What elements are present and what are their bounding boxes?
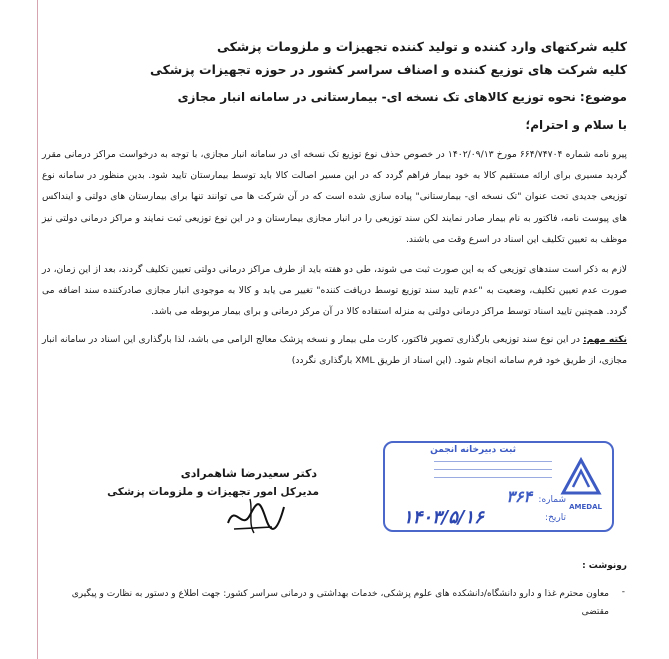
- stamp-title: ثبت دبیرخانه انجمن: [430, 445, 516, 455]
- stamp-brand: AMEDAL: [569, 503, 602, 511]
- note-label: نکته مهم:: [582, 334, 627, 345]
- signer-name: دکتر سعیدرضا شاهمرادی: [180, 467, 317, 480]
- recipient-line-1: کلیه شرکتهای وارد کننده و تولید کننده تجهیزات و ملزومات پزشکی: [216, 39, 627, 54]
- stamp-rule: [434, 477, 552, 478]
- stamp-number-label: شماره:: [538, 495, 566, 505]
- cc-label: رونوشت :: [582, 561, 627, 571]
- amedal-logo-icon: [560, 457, 602, 501]
- recipient-line-2: کلیه شرکت های توزیع کننده و اصناف سراسر کشور در حوزه تجهیزات پزشکی: [150, 62, 627, 77]
- stamp-date: ۱۴۰۳/۵/۱۶: [403, 507, 484, 528]
- greeting: با سلام و احترام؛: [525, 118, 627, 132]
- note-text: در این نوع سند توزیعی بارگذاری تصویر فاکتور، کارت ملی بیمار و نسخه پزشک معالج الزامی می باشد، لذا بارگذاری این اسناد در سامانه انبار مجازی، از طریق خود فرم سامانه انجام شود. (این اسناد از طریق XML بارگذاری نگردد): [42, 334, 627, 367]
- signer-title: مدیرکل امور تجهیزات و ملزومات پزشکی: [107, 486, 319, 498]
- stamp-rule: [434, 469, 552, 470]
- important-note: [42, 329, 627, 371]
- stamp-rule: [434, 461, 552, 462]
- body-paragraph-1: پیرو نامه شماره ۶۶۴/۷۴۷۰۴ مورخ ۱۴۰۲/۰۹/۱۳ در خصوص حذف نوع توزیع تک نسخه ای در سامانه انبار مجازی، با توجه به درخواست مراکز درمانی مقرر گردید مسیری برای ارائه مستقیم کالا به خود بیمار فراهم گردد که در این مسیر اصالت کالا باید توسط بیمارستان تایید شود. بدین منظور در سامانه نوع توزیعی جدیدی تحت عنوان "تک نسخه ای- بیمارستانی" پیاده سازی شده است که در آن شرکت ها می توانند تنها برای بیمارستان های دولتی و اینداکس های پیوست نامه، فاکتور به نام بیمار صادر نمایند لکن سند توزیعی را در انبار مجازی بیمارستان و در این نوع توزیعی ثبت نمایند و مراکز درمانی دولتی نیز موظف به تعیین تکلیف این اسناد در اسرع وقت می باشند.: [42, 149, 627, 245]
- body-paragraph-2: لازم به ذکر است سندهای توزیعی که به این صورت ثبت می شوند، طی دو هفته باید از طرف مراکز درمانی دولتی تعیین تکلیف گردند، بعد از این زمان، در صورت عدم تعیین تکلیف، وضعیت به "عدم تایید سند توزیع توسط دریافت کننده" تغییر می یابد و کالا به موجودی انبار مجازی صادرکننده سند اضافه می گردد. همچنین تایید اسناد توسط مراکز درمانی دولتی به منزله استفاده کالا در آن مرکز درمانی و برای بیمار مربوطه می باشد.: [42, 264, 627, 318]
- stamp-date-label: تاریخ:: [545, 513, 566, 523]
- handwritten-signature: [220, 493, 290, 538]
- cc-bullet: -: [621, 587, 625, 597]
- stamp-number: ۳۶۴: [506, 487, 532, 506]
- cc-recipient: معاون محترم غذا و دارو دانشگاه/دانشکده های علوم پزشکی، خدمات بهداشتی و درمانی سراسر کشور: جهت اطلاع و دستور به نظارت و پیگیری مقتضی: [71, 589, 609, 617]
- letter-subject: موضوع: نحوه توزیع کالاهای تک نسخه ای- بیمارستانی در سامانه انبار مجازی: [177, 90, 627, 104]
- margin-line: [37, 0, 38, 659]
